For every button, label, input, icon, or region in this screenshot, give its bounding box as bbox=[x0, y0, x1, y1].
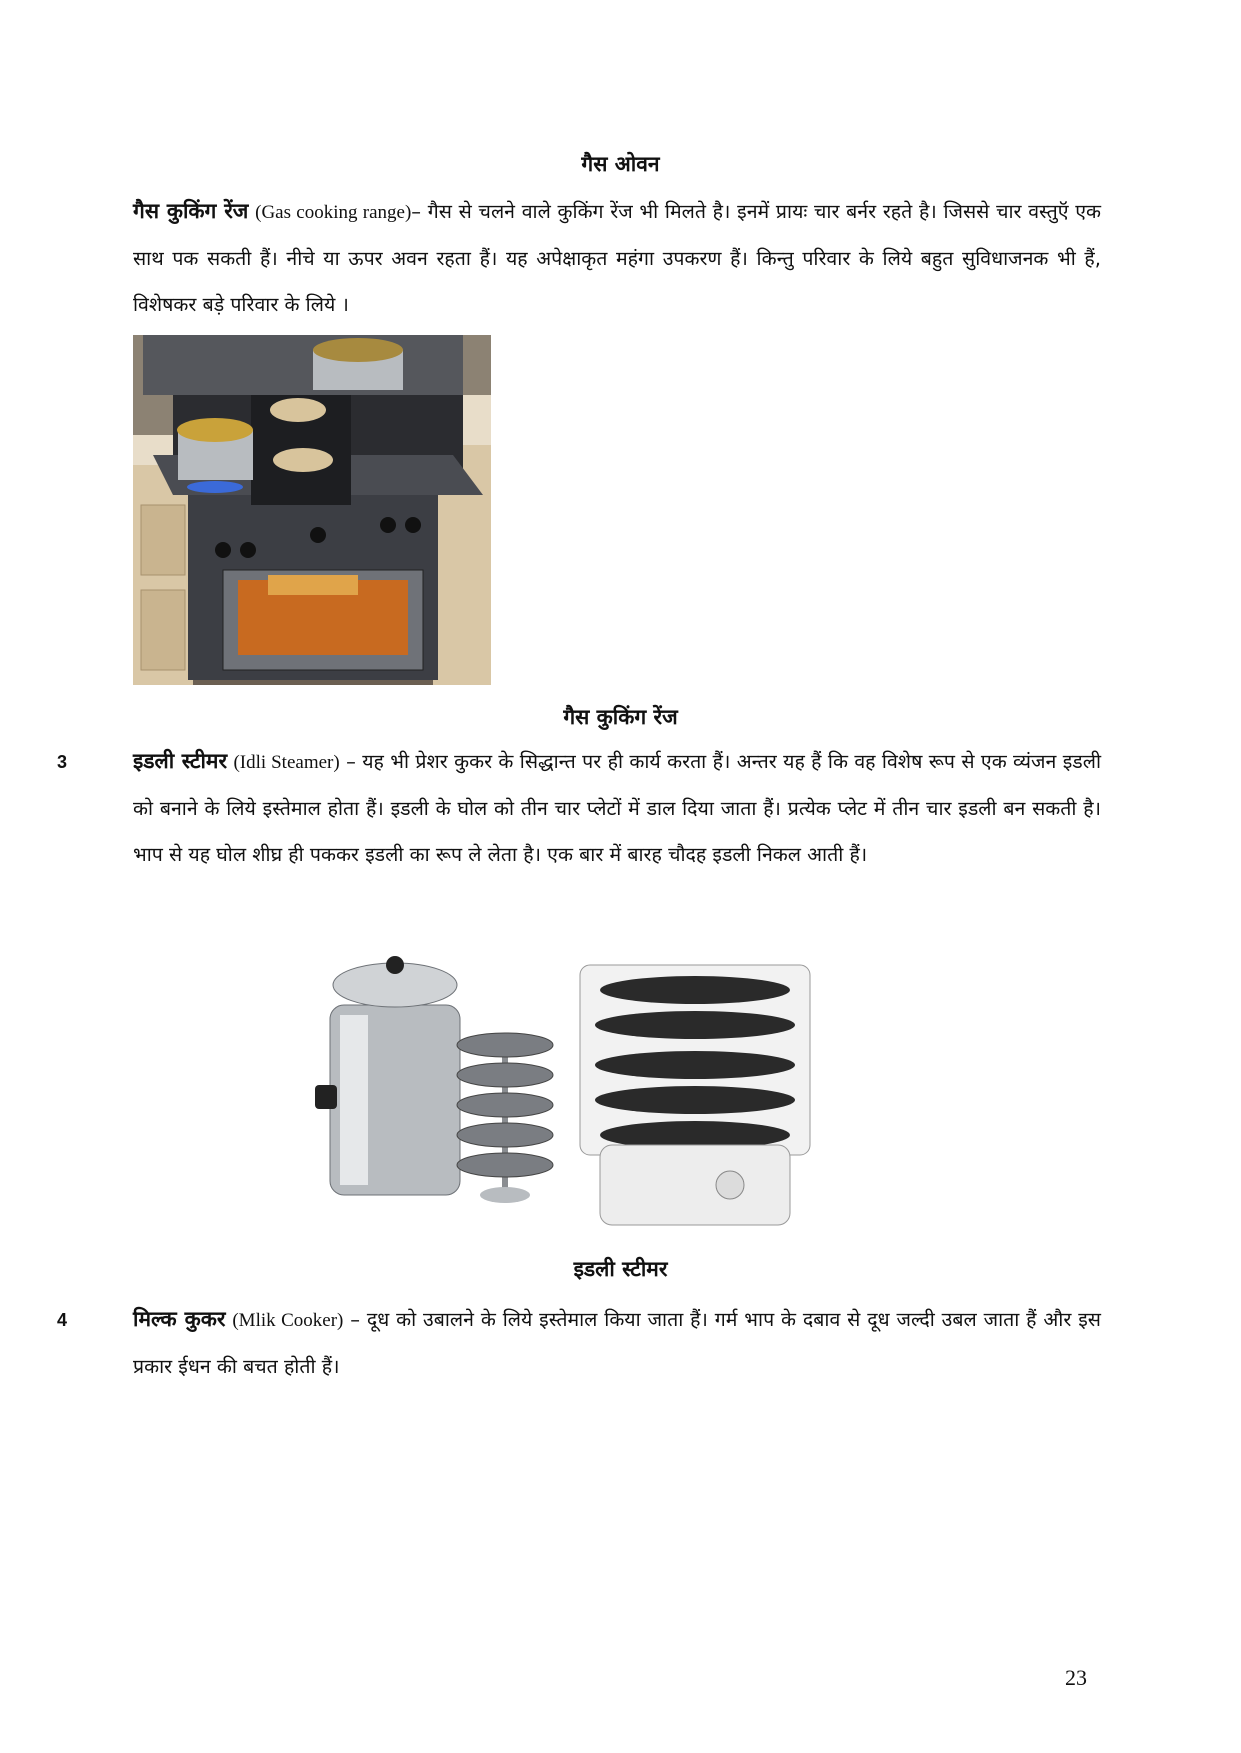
page-number: 23 bbox=[1065, 1665, 1087, 1690]
english-milk-cooker: (Mlik Cooker) bbox=[232, 1310, 344, 1331]
text-milk-cooker: – दूध को उबालने के लिये इस्तेमाल किया जाता हैं। गर्म भाप के दबाव से दूध जल्दी उबल जाता हैं और इस प्रकार ईधन की बचत होती हैं। bbox=[133, 1308, 1101, 1378]
gas-range-image bbox=[133, 335, 491, 685]
text-idli-steamer: – यह भी प्रेशर कुकर के सिद्धान्त पर ही कार्य करता हैं। अन्तर यह हैं कि वह विशेष रूप से एक व्यंजन इडली को बनाने के लिये इस्तेमाल होता हैं। इडली के घोल को तीन चार प्लेटों में डाल दिया जाता हैं। प्रत्येक प्लेट में तीन चार इडली बन सकती है। भाप से यह घोल शीघ्र ही पककर इडली का रूप ले लेता है। एक बार में बारह चौदह इडली निकल आती हैं। bbox=[133, 750, 1101, 866]
term-gas-range: गैस कुकिंग रेंज bbox=[133, 199, 249, 223]
paragraph-gas-range bbox=[133, 188, 1101, 328]
term-milk-cooker: मिल्क कुकर bbox=[133, 1307, 226, 1331]
paragraph-idli-steamer bbox=[133, 738, 1101, 878]
english-idli-steamer: (Idli Steamer) bbox=[233, 752, 340, 773]
caption-idli-steamer: इडली स्टीमर bbox=[573, 1257, 668, 1281]
term-idli-steamer: इडली स्टीमर bbox=[133, 749, 228, 773]
text-gas-range: – गैस से चलने वाले कुकिंग रेंज भी मिलते है। इनमें प्रायः चार बर्नर रहते है। जिससे चार वस्तुऍ एक साथ पक सकती हैं। नीचे या ऊपर अवन रहता हैं। यह अपेक्षाकृत महंगा उपकरण हैं। किन्तु परिवार के लिये बहुत सुविधाजनक भी हैं, विशेषकर बड़े परिवार के लिये । bbox=[133, 200, 1102, 316]
caption-gas-oven: गैस ओवन bbox=[581, 152, 660, 176]
caption-gas-range: गैस कुकिंग रेंज bbox=[563, 705, 678, 729]
paragraph-milk-cooker bbox=[133, 1296, 1101, 1390]
english-gas-range: (Gas cooking range) bbox=[255, 202, 412, 223]
idli-steamer-image bbox=[310, 945, 850, 1235]
section-number-3: 3 bbox=[57, 752, 68, 772]
section-number-4: 4 bbox=[57, 1310, 68, 1330]
